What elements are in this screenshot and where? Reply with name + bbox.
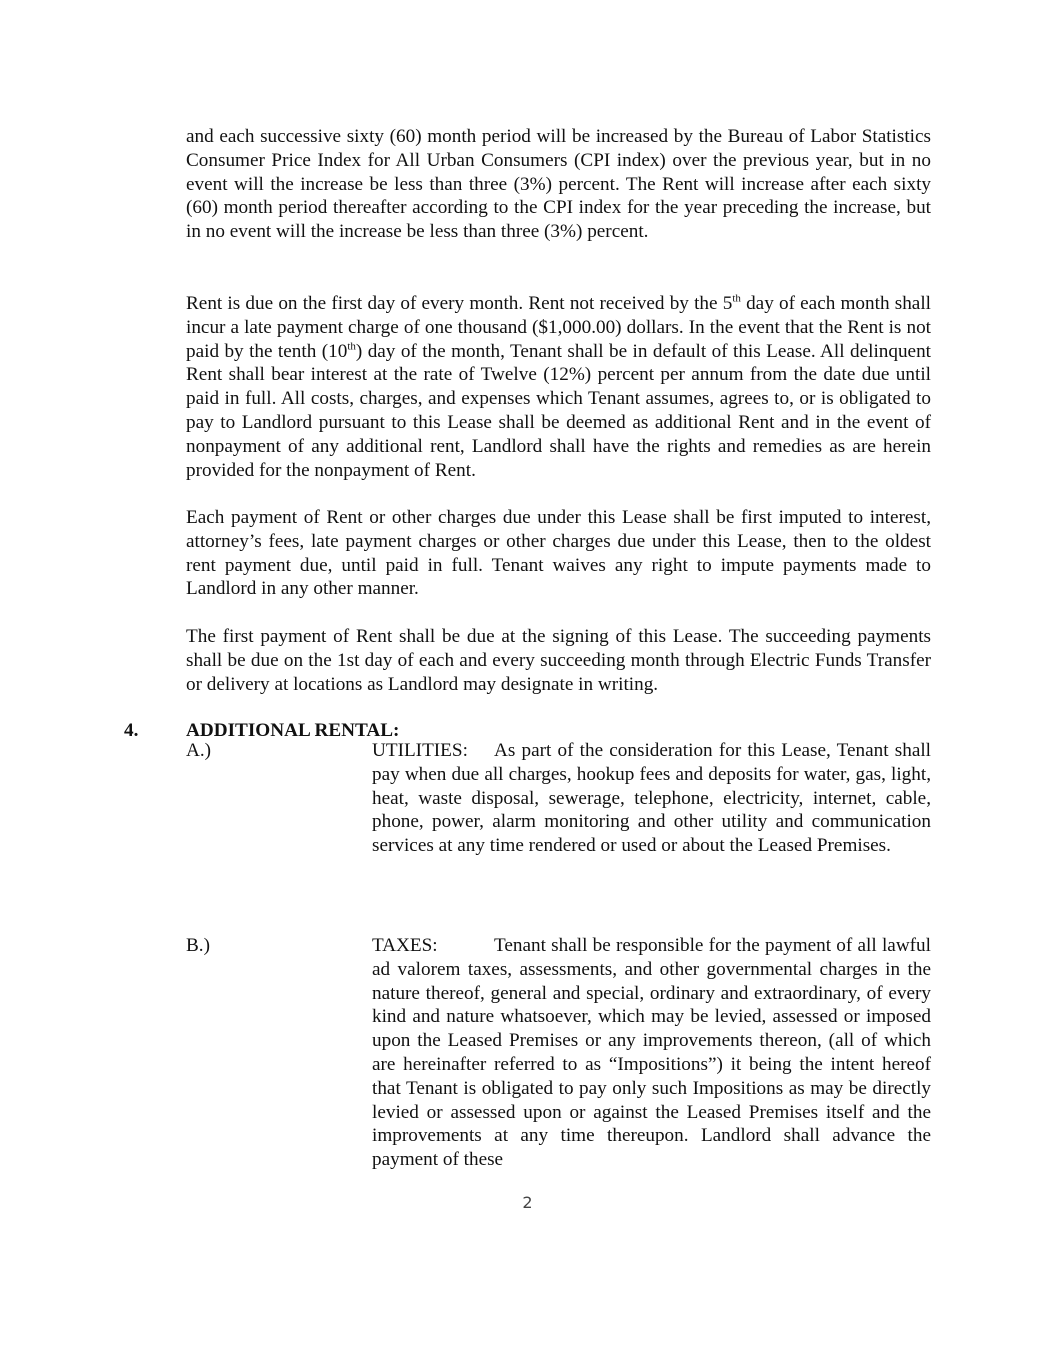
item-body-taxes: Tenant shall be responsible for the payment of all lawful ad valorem taxes, assessments, and other governmental charges in the nature thereof, general and special, ordinary and extraordinary, of every kind and nature whatsoever, which may be levied, assessed or imposed upon the Leased Premises or any improvements thereon, (all of which are hereinafter referred to as “Impositions”) it being the intent hereof that Tenant is obligated to pay only such Impositions as may be directly levied or assessed upon or against the Leased Premises itself and the improvements at any time thereupon. Landlord shall advance the payment of these — [372, 935, 931, 1171]
superscript-th-2: th — [347, 340, 356, 353]
paragraph-first-payment: The first payment of Rent shall be due at the signing of this Lease. The succeeding payments shall be due on the 1st day of each and every succeeding month through Electric Funds Transfer or delivery at locations as Landlord may designate in writing. — [186, 626, 931, 695]
page-number: 2 — [522, 1193, 533, 1212]
superscript-th-1: th — [732, 292, 741, 305]
item-label-a: A.) — [186, 740, 212, 761]
paragraph-payment-imputation: Each payment of Rent or other charges due under this Lease shall be first imputed to interest, attorney’s fees, late payment charges or other charges due under this Lease, then to the oldest rent payment due, until paid in full. Tenant waives any right to impute payments made to Landlord in any other manner. — [186, 507, 931, 600]
item-heading-utilities: UTILITIES: — [372, 740, 468, 761]
rent-due-text-1: Rent is due on the first day of every month. Rent not received by the 5 — [186, 293, 733, 314]
section-title: ADDITIONAL RENTAL: — [186, 720, 400, 741]
section-number: 4. — [124, 720, 139, 741]
item-text-taxes — [372, 934, 931, 1172]
item-text-utilities — [372, 739, 931, 858]
item-body-utilities: As part of the consideration for this Lease, Tenant shall pay when due all charges, hookup fees and deposits for water, gas, light, heat, waste disposal, sewerage, telephone, electricity, internet, cable, phone, power, alarm monitoring and other utility and communication services at any time rendered or used or about the Leased Premises. — [372, 740, 931, 857]
rent-due-text-2: day of each month shall incur a late payment charge of one thousand ($1,000.00) dollars. In the event that the Rent is not paid by the tenth (10 — [186, 293, 931, 362]
paragraph-cpi-increase: and each successive sixty (60) month period will be increased by the Bureau of Labor Statistics Consumer Price Index for All Urban Consumers (CPI index) over the previous year, but in no event will the increase be less than three (3%) percent. The Rent will increase after each sixty (60) month period thereafter according to the CPI index for the year preceding the increase, but in no event will the increase be less than three (3%) percent. — [186, 126, 931, 243]
item-heading-taxes: TAXES: — [372, 935, 438, 956]
item-label-b: B.) — [186, 935, 210, 956]
paragraph-rent-due — [186, 292, 931, 482]
rent-due-text-3: ) day of the month, Tenant shall be in default of this Lease. All delinquent Rent shall bear interest at the rate of Twelve (12%) percent per annum from the date due until paid in full. All costs, charges, and expenses which Tenant assumes, agrees to, or is obligated to pay to Landlord pursuant to this Lease shall be deemed as additional Rent and in the event of nonpayment of any additional rent, Landlord shall have the rights and remedies as are herein provided for the nonpayment of Rent. — [186, 340, 931, 481]
